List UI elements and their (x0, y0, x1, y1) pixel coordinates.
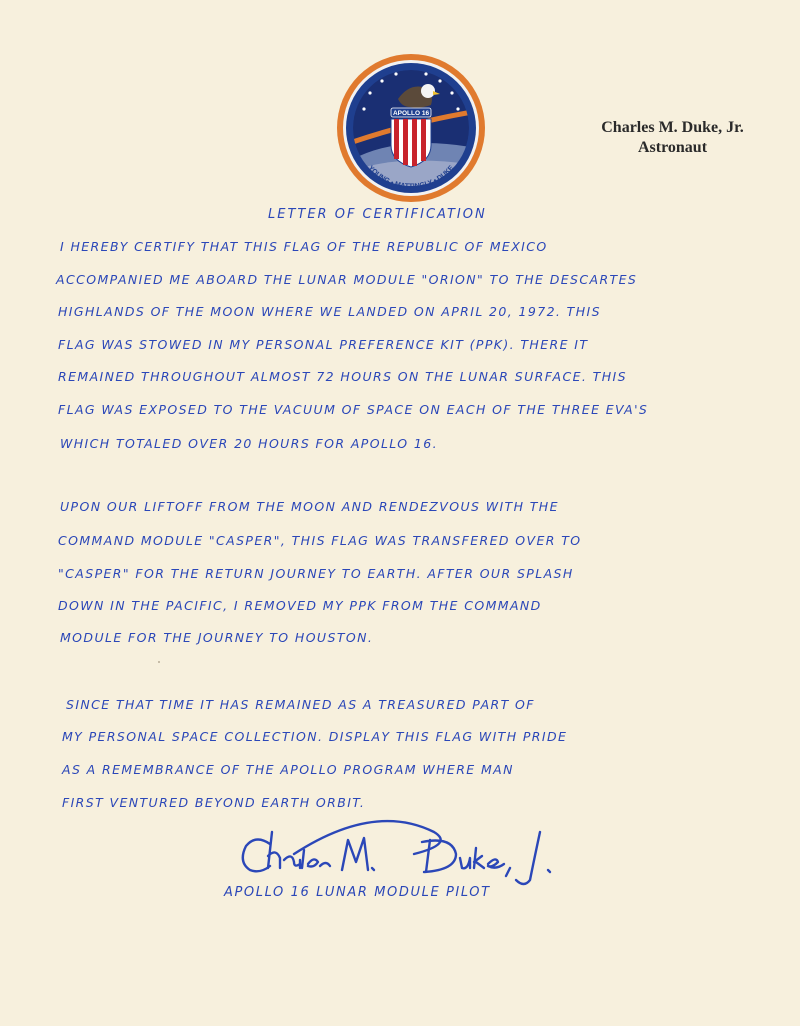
paragraph-3-line: FIRST VENTURED BEYOND EARTH ORBIT. (62, 795, 366, 810)
patch-mission-label: APOLLO 16 (392, 110, 430, 117)
paragraph-2-line: MODULE FOR THE JOURNEY TO HOUSTON. (60, 630, 374, 645)
letterhead-role: Astronaut (637, 139, 708, 156)
signature-title: APOLLO 16 LUNAR MODULE PILOT (224, 885, 491, 900)
paragraph-1-line: FLAG WAS STOWED IN MY PERSONAL PREFERENCE KIT (PPK). THERE IT (58, 337, 589, 352)
paragraph-1-line: HIGHLANDS OF THE MOON WHERE WE LANDED ON APRIL 20, 1972. THIS (58, 304, 601, 319)
paragraph-3-line: MY PERSONAL SPACE COLLECTION. DISPLAY THIS FLAG WITH PRIDE (62, 729, 568, 744)
paragraph-3-line: AS A REMEMBRANCE OF THE APOLLO PROGRAM WHERE MAN (62, 762, 514, 777)
paragraph-3-line: SINCE THAT TIME IT HAS REMAINED AS A TREASURED PART OF (66, 697, 535, 712)
patch-crew-label: YOUNG • MATTINGLY • DUKE (366, 164, 456, 191)
paragraph-1-line: I HEREBY CERTIFY THAT THIS FLAG OF THE REPUBLIC OF MEXICO (60, 239, 548, 254)
apollo-16-patch-icon (336, 53, 486, 203)
paragraph-2-line: COMMAND MODULE "CASPER", THIS FLAG WAS TRANSFERED OVER TO (58, 533, 582, 548)
paragraph-2-line: "CASPER" FOR THE RETURN JOURNEY TO EARTH. AFTER OUR SPLASH (58, 566, 574, 581)
paragraph-2-line: UPON OUR LIFTOFF FROM THE MOON AND RENDEZVOUS WITH THE (60, 499, 559, 514)
paragraph-1-line: FLAG WAS EXPOSED TO THE VACUUM OF SPACE ON EACH OF THE THREE EVA'S (58, 402, 649, 417)
paragraph-2-line: DOWN IN THE PACIFIC, I REMOVED MY PPK FROM THE COMMAND (58, 598, 542, 613)
paragraph-1-line: ACCOMPANIED ME ABOARD THE LUNAR MODULE "ORION" TO THE DESCARTES (56, 272, 638, 287)
letterhead (560, 118, 785, 158)
letter-title: LETTER OF CERTIFICATION (268, 207, 487, 222)
paragraph-1-line: REMAINED THROUGHOUT ALMOST 72 HOURS ON THE LUNAR SURFACE. THIS (58, 369, 627, 384)
paragraph-1-line: WHICH TOTALED OVER 20 HOURS FOR APOLLO 16. (60, 436, 438, 451)
paper-speck (158, 661, 160, 663)
handwritten-signature (234, 810, 574, 890)
letterhead-name: Charles M. Duke, Jr. (601, 119, 744, 136)
